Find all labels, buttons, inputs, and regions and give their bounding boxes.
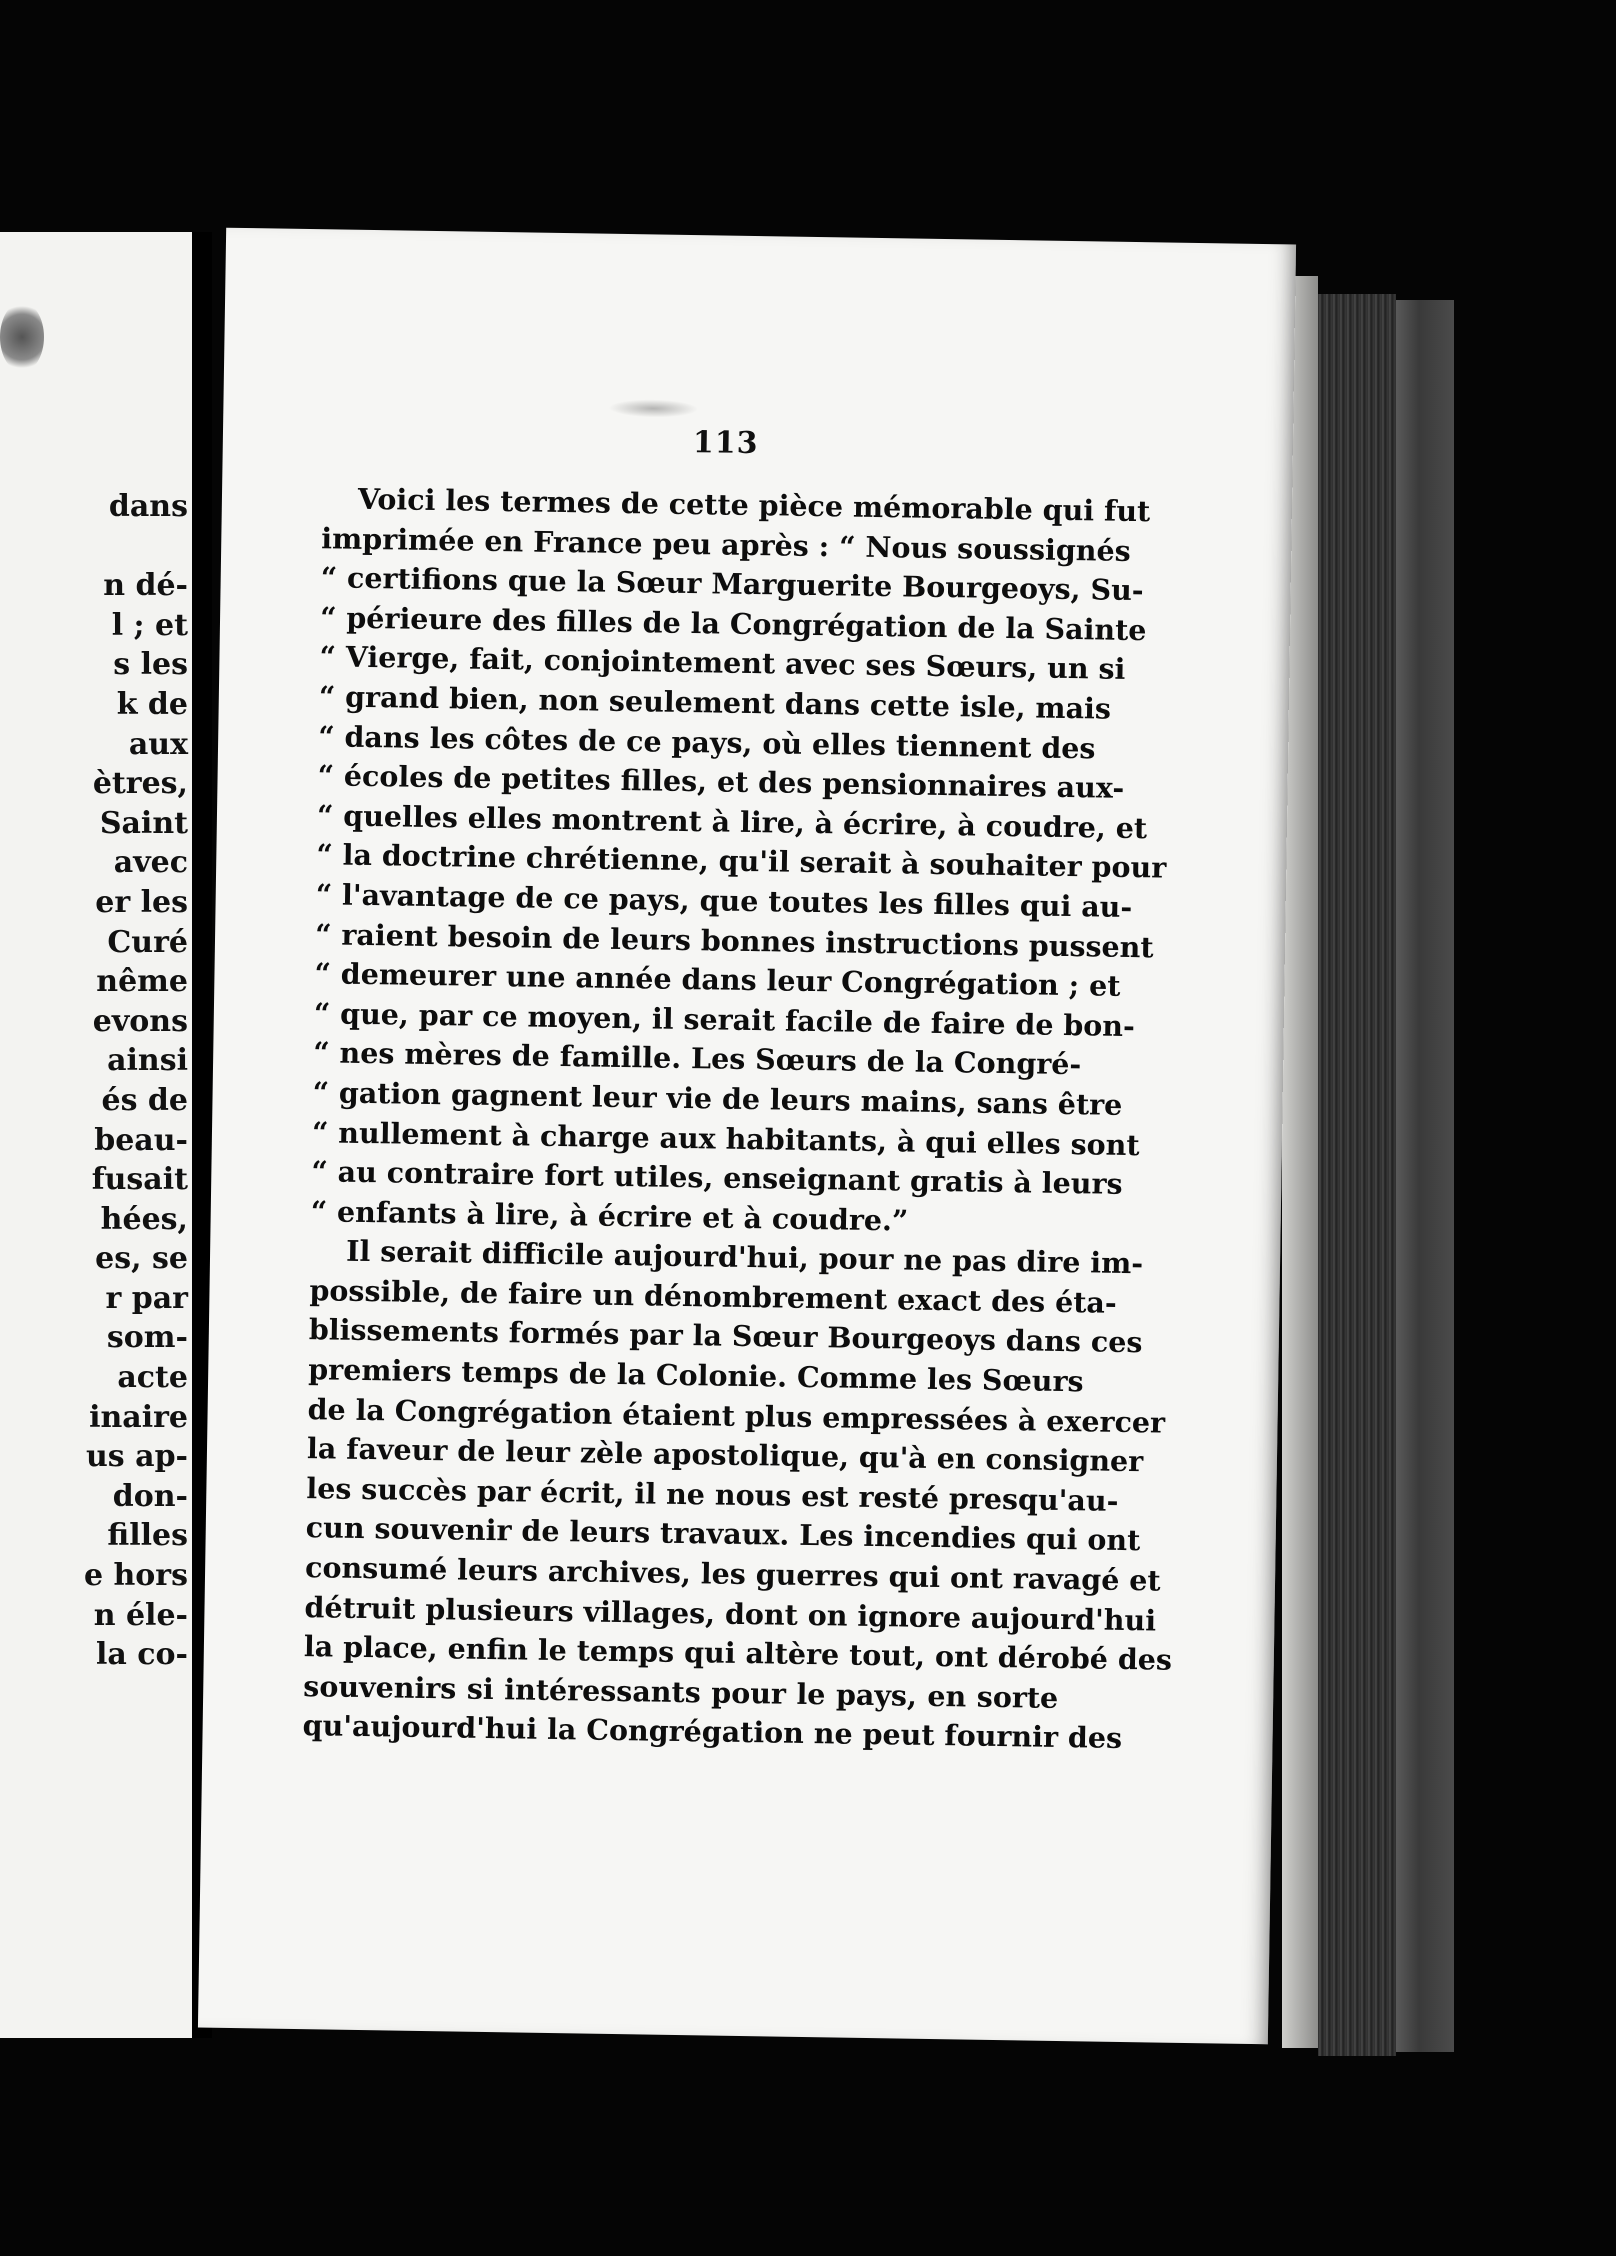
left-line: ètres, — [92, 766, 188, 802]
text-line: consumé leurs archives, les guerres qui ont ravagé et — [304, 1550, 1161, 1598]
text-line: “ que, par ce moyen, il serait facile de faire de bon- — [313, 995, 1136, 1043]
text-line: “ au contraire fort utiles, enseignant gratis à leurs — [311, 1154, 1123, 1201]
text-line: Voici les termes de cette pièce mémorable qui fut — [357, 481, 1151, 529]
text-line: “ enfants à lire, à écrire et à coudre.” — [310, 1193, 909, 1238]
left-line: nême — [96, 964, 188, 1000]
left-line: aux — [128, 726, 188, 762]
left-line: evons — [92, 1003, 188, 1039]
text-line: “ raient besoin de leurs bonnes instructions pussent — [314, 916, 1154, 964]
left-line: Curé — [107, 924, 188, 960]
text-line: “ écoles de petites filles, et des pensionnaires aux- — [317, 758, 1125, 806]
text-line: “ Vierge, fait, conjointement avec ses Sœurs, un si — [319, 639, 1126, 687]
text-line: qu'aujourd'hui la Congrégation ne peut fournir des — [302, 1708, 1123, 1756]
left-line: s les — [113, 647, 188, 683]
text-line: de la Congrégation étaient plus empressées à exercer — [307, 1391, 1166, 1440]
left-line: som- — [106, 1320, 188, 1356]
text-line: détruit plusieurs villages, dont on ignore aujourd'hui — [304, 1589, 1157, 1638]
left-line: l ; et — [111, 607, 188, 643]
page-number: 113 — [692, 425, 759, 462]
left-line: es, se — [95, 1241, 188, 1277]
text-line: “ certifions que la Sœur Marguerite Bourgeoys, Su- — [320, 560, 1144, 608]
left-line: e hors — [83, 1558, 188, 1594]
text-line: “ l'avantage de ce pays, que toutes les filles qui au- — [315, 877, 1133, 924]
left-line: és de — [101, 1082, 188, 1118]
left-line: Saint — [99, 805, 188, 841]
page-stack-edges — [1318, 294, 1396, 2056]
left-line: inaire — [89, 1399, 188, 1435]
ink-blot — [0, 302, 44, 372]
left-line: n éle- — [93, 1597, 188, 1633]
left-line: dans — [108, 489, 188, 524]
left-line: er les — [95, 884, 188, 920]
left-page-text — [84, 487, 188, 1675]
book-cover-edge — [1396, 300, 1454, 2052]
text-line: souvenirs si intéressants pour le pays, en sorte — [303, 1668, 1059, 1715]
text-line: les succès par écrit, il ne nous est resté presqu'au- — [306, 1470, 1119, 1518]
text-line: la faveur de leur zèle apostolique, qu'à en consigner — [306, 1431, 1144, 1479]
text-line: la place, enfin le temps qui altère tout, ont dérobé des — [303, 1629, 1173, 1677]
text-line: “ périeure des filles de la Congrégation de la Sainte — [319, 600, 1147, 647]
text-line: possible, de faire un dénombrement exact des éta- — [309, 1273, 1118, 1320]
left-line: beau- — [94, 1122, 188, 1158]
left-line: r par — [105, 1280, 188, 1316]
text-line: “ dans les côtes de ce pays, où elles tiennent des — [317, 718, 1096, 765]
left-page — [0, 232, 192, 2038]
left-line — [84, 527, 188, 567]
left-line: avec — [113, 845, 188, 881]
text-line: imprimée en France peu après : “ Nous soussignés — [321, 520, 1131, 568]
text-line: “ la doctrine chrétienne, qu'il serait à souhaiter pour — [316, 837, 1167, 885]
text-line: “ demeurer une année dans leur Congrégation ; et — [314, 956, 1121, 1003]
text-line: blissements formés par la Sœur Bourgeoys dans ces — [308, 1312, 1143, 1360]
left-line: ainsi — [107, 1043, 188, 1079]
left-line: n dé- — [103, 568, 188, 604]
text-line: premiers temps de la Colonie. Comme les Sœurs — [308, 1352, 1084, 1399]
text-line: “ grand bien, non seulement dans cette isle, mais — [318, 679, 1112, 726]
page-body-text — [302, 479, 1173, 1758]
left-line: la co- — [95, 1637, 188, 1673]
left-line: hées, — [100, 1201, 188, 1237]
text-line: “ nullement à charge aux habitants, à qui elles sont — [311, 1114, 1140, 1162]
left-line: k de — [116, 686, 188, 722]
text-line: Il serait difficile aujourd'hui, pour ne pas dire im- — [345, 1234, 1144, 1281]
text-line: “ quelles elles montrent à lire, à écrire, à coudre, et — [316, 797, 1148, 845]
right-page — [198, 228, 1296, 2045]
text-line: cun souvenir de leurs travaux. Les incendies qui ont — [305, 1510, 1141, 1558]
left-line: don- — [112, 1478, 188, 1514]
text-line: “ nes mères de famille. Les Sœurs de la Congré- — [312, 1035, 1082, 1082]
text-line: “ gation gagnent leur vie de leurs mains, sans être — [312, 1075, 1123, 1122]
left-line: us ap- — [85, 1439, 188, 1475]
left-line: fusait — [91, 1162, 188, 1198]
left-line: acte — [117, 1360, 188, 1396]
ink-smudge — [608, 399, 698, 418]
left-line: filles — [107, 1518, 188, 1554]
